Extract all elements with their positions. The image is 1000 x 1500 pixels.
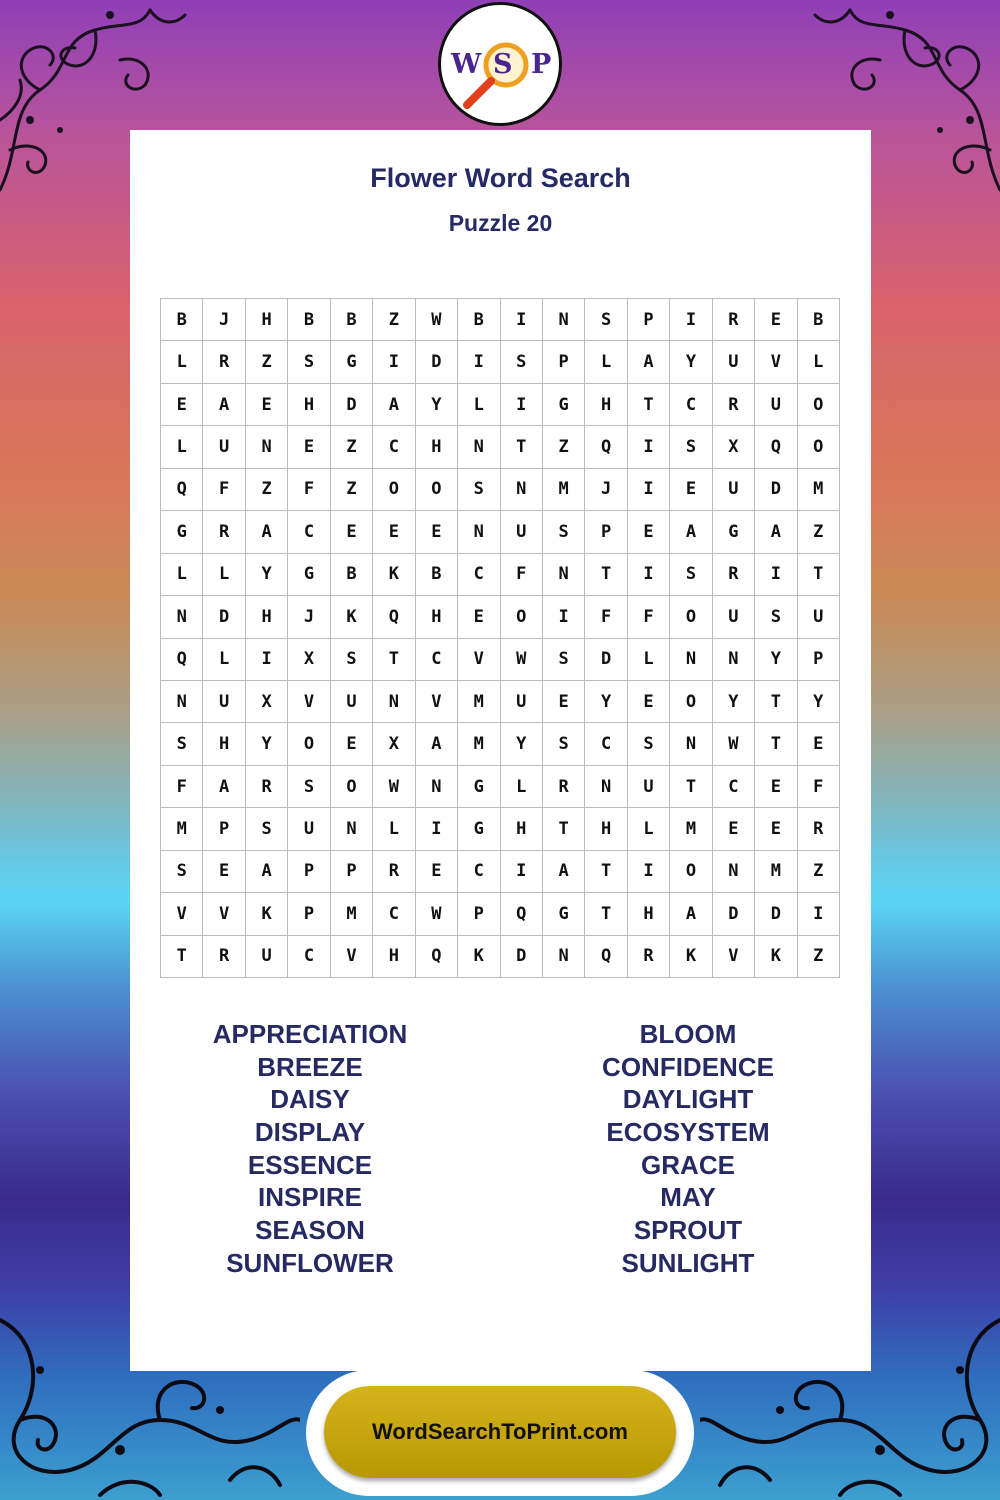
grid-cell[interactable]: K xyxy=(373,554,415,596)
grid-cell[interactable]: M xyxy=(755,851,797,893)
grid-cell[interactable]: E xyxy=(713,808,755,850)
grid-cell[interactable]: R xyxy=(713,299,755,341)
grid-cell[interactable]: S xyxy=(331,639,373,681)
grid-cell[interactable]: N xyxy=(373,681,415,723)
grid-cell[interactable]: W xyxy=(416,893,458,935)
grid-cell[interactable]: W xyxy=(416,299,458,341)
grid-cell[interactable]: A xyxy=(416,723,458,765)
grid-cell[interactable]: Y xyxy=(246,723,288,765)
grid-cell[interactable]: C xyxy=(288,511,330,553)
grid-cell[interactable]: N xyxy=(501,469,543,511)
grid-cell[interactable]: L xyxy=(161,426,203,468)
grid-cell[interactable]: A xyxy=(755,511,797,553)
grid-cell[interactable]: V xyxy=(161,893,203,935)
logo-letter-w: W xyxy=(451,49,482,80)
grid-cell[interactable]: V xyxy=(331,936,373,978)
grid-cell[interactable]: R xyxy=(798,808,840,850)
grid-cell[interactable]: D xyxy=(755,469,797,511)
word-list-left-column xyxy=(130,1018,490,1280)
word-list-item: BREEZE xyxy=(257,1051,363,1082)
grid-cell[interactable]: M xyxy=(458,723,500,765)
grid-cell[interactable]: E xyxy=(458,596,500,638)
grid-cell[interactable]: U xyxy=(203,426,245,468)
grid-cell[interactable]: M xyxy=(798,469,840,511)
grid-cell[interactable]: D xyxy=(416,341,458,383)
grid-cell[interactable]: S xyxy=(755,596,797,638)
grid-cell[interactable]: F xyxy=(203,469,245,511)
grid-cell[interactable]: D xyxy=(755,893,797,935)
grid-cell[interactable]: N xyxy=(670,723,712,765)
word-list-item: DAYLIGHT xyxy=(622,1084,754,1115)
grid-cell[interactable]: N xyxy=(161,596,203,638)
grid-cell[interactable]: E xyxy=(755,808,797,850)
grid-cell[interactable]: U xyxy=(628,766,670,808)
grid-cell[interactable]: E xyxy=(755,766,797,808)
grid-cell[interactable]: P xyxy=(798,639,840,681)
grid-cell[interactable]: D xyxy=(713,893,755,935)
grid-cell[interactable]: N xyxy=(161,681,203,723)
grid-cell[interactable]: M xyxy=(161,808,203,850)
word-list-item: INSPIRE xyxy=(257,1182,363,1213)
grid-cell[interactable]: R xyxy=(713,554,755,596)
grid-cell[interactable]: P xyxy=(585,511,627,553)
grid-cell[interactable]: O xyxy=(670,681,712,723)
grid-cell[interactable]: N xyxy=(543,554,585,596)
grid-cell[interactable]: B xyxy=(331,299,373,341)
page-title: Flower Word Search xyxy=(370,163,631,193)
footer-link-button[interactable] xyxy=(324,1386,676,1478)
grid-cell[interactable]: U xyxy=(246,936,288,978)
grid-cell[interactable]: V xyxy=(458,639,500,681)
grid-cell[interactable]: Q xyxy=(161,639,203,681)
grid-cell[interactable]: M xyxy=(331,893,373,935)
word-list-item: DAISY xyxy=(270,1084,350,1115)
grid-cell[interactable]: Z xyxy=(798,511,840,553)
grid-cell[interactable]: I xyxy=(501,384,543,426)
grid-cell[interactable]: I xyxy=(755,554,797,596)
grid-cell[interactable]: N xyxy=(416,766,458,808)
grid-cell[interactable]: Q xyxy=(161,469,203,511)
grid-cell[interactable]: G xyxy=(713,511,755,553)
grid-cell[interactable]: Q xyxy=(755,426,797,468)
grid-cell[interactable]: W xyxy=(373,766,415,808)
grid-cell[interactable]: A xyxy=(203,384,245,426)
grid-cell[interactable]: K xyxy=(755,936,797,978)
grid-cell[interactable]: H xyxy=(246,596,288,638)
grid-cell[interactable]: F xyxy=(161,766,203,808)
grid-cell[interactable]: B xyxy=(458,299,500,341)
grid-cell[interactable]: J xyxy=(288,596,330,638)
grid-cell[interactable]: P xyxy=(288,893,330,935)
grid-cell[interactable]: U xyxy=(713,341,755,383)
grid-cell[interactable]: N xyxy=(713,851,755,893)
grid-cell[interactable]: S xyxy=(628,723,670,765)
grid-cell[interactable]: C xyxy=(288,936,330,978)
grid-cell[interactable]: C xyxy=(713,766,755,808)
grid-cell[interactable]: Z xyxy=(246,469,288,511)
grid-cell[interactable]: Z xyxy=(798,851,840,893)
grid-cell[interactable]: X xyxy=(713,426,755,468)
grid-cell[interactable]: A xyxy=(543,851,585,893)
grid-cell[interactable]: Z xyxy=(246,341,288,383)
grid-cell[interactable]: A xyxy=(203,766,245,808)
grid-cell[interactable]: R xyxy=(628,936,670,978)
grid-cell[interactable]: Z xyxy=(543,426,585,468)
grid-cell[interactable]: H xyxy=(288,384,330,426)
grid-cell[interactable]: T xyxy=(501,426,543,468)
grid-cell[interactable]: W xyxy=(713,723,755,765)
grid-cell[interactable]: I xyxy=(628,554,670,596)
grid-cell[interactable]: R xyxy=(203,341,245,383)
grid-cell[interactable]: I xyxy=(798,893,840,935)
grid-cell[interactable]: F xyxy=(798,766,840,808)
grid-cell[interactable]: U xyxy=(713,469,755,511)
grid-cell[interactable]: L xyxy=(458,384,500,426)
grid-cell[interactable]: N xyxy=(458,426,500,468)
grid-cell[interactable]: S xyxy=(458,469,500,511)
grid-cell[interactable]: K xyxy=(670,936,712,978)
grid-cell[interactable]: T xyxy=(755,723,797,765)
word-list-item: ECOSYSTEM xyxy=(606,1117,770,1148)
grid-cell[interactable]: E xyxy=(246,384,288,426)
grid-cell[interactable]: G xyxy=(543,893,585,935)
grid-cell[interactable]: G xyxy=(543,384,585,426)
grid-cell[interactable]: Q xyxy=(373,596,415,638)
grid-cell[interactable]: Y xyxy=(416,384,458,426)
grid-cell[interactable]: Q xyxy=(585,426,627,468)
grid-cell[interactable]: S xyxy=(670,426,712,468)
grid-cell[interactable]: T xyxy=(628,384,670,426)
grid-cell[interactable]: P xyxy=(331,851,373,893)
grid-cell[interactable]: B xyxy=(416,554,458,596)
grid-cell[interactable]: R xyxy=(203,511,245,553)
grid-cell[interactable]: E xyxy=(798,723,840,765)
grid-cell[interactable]: C xyxy=(373,893,415,935)
grid-cell[interactable]: F xyxy=(585,596,627,638)
grid-cell[interactable]: I xyxy=(458,341,500,383)
grid-cell[interactable]: P xyxy=(628,299,670,341)
grid-cell[interactable]: Z xyxy=(798,936,840,978)
grid-cell[interactable]: V xyxy=(288,681,330,723)
grid-cell[interactable]: O xyxy=(331,766,373,808)
grid-cell[interactable]: W xyxy=(501,639,543,681)
grid-cell[interactable]: V xyxy=(755,341,797,383)
grid-cell[interactable]: O xyxy=(373,469,415,511)
grid-cell[interactable]: L xyxy=(161,554,203,596)
grid-cell[interactable]: S xyxy=(543,639,585,681)
grid-cell[interactable]: V xyxy=(416,681,458,723)
grid-cell[interactable]: R xyxy=(203,936,245,978)
grid-cell[interactable]: T xyxy=(755,681,797,723)
grid-cell[interactable]: E xyxy=(755,299,797,341)
grid-cell[interactable]: L xyxy=(161,341,203,383)
grid-cell[interactable]: F xyxy=(501,554,543,596)
grid-cell[interactable]: H xyxy=(246,299,288,341)
grid-cell[interactable]: U xyxy=(288,808,330,850)
word-list-item: MAY xyxy=(660,1182,716,1213)
grid-cell[interactable]: T xyxy=(670,766,712,808)
grid-cell[interactable]: K xyxy=(246,893,288,935)
grid-cell[interactable]: K xyxy=(331,596,373,638)
grid-cell[interactable]: E xyxy=(670,469,712,511)
grid-cell[interactable]: D xyxy=(331,384,373,426)
grid-cell[interactable]: E xyxy=(628,511,670,553)
grid-cell[interactable]: S xyxy=(585,299,627,341)
site-logo[interactable] xyxy=(438,2,562,126)
grid-cell[interactable]: O xyxy=(798,384,840,426)
grid-cell[interactable]: O xyxy=(416,469,458,511)
grid-cell[interactable]: G xyxy=(331,341,373,383)
grid-cell[interactable]: S xyxy=(501,341,543,383)
grid-cell[interactable]: B xyxy=(161,299,203,341)
word-list-item: BLOOM xyxy=(639,1019,737,1049)
grid-cell[interactable]: Y xyxy=(246,554,288,596)
word-list-item: DISPLAY xyxy=(254,1117,366,1148)
grid-cell[interactable]: O xyxy=(670,851,712,893)
grid-cell[interactable]: H xyxy=(628,893,670,935)
grid-cell[interactable]: B xyxy=(288,299,330,341)
grid-cell[interactable]: G xyxy=(161,511,203,553)
grid-cell[interactable]: Q xyxy=(416,936,458,978)
grid-cell[interactable]: E xyxy=(373,511,415,553)
grid-cell[interactable]: U xyxy=(798,596,840,638)
grid-cell[interactable]: T xyxy=(543,808,585,850)
word-list-item: SUNFLOWER xyxy=(226,1247,394,1278)
grid-cell[interactable]: P xyxy=(203,808,245,850)
grid-cell[interactable]: I xyxy=(628,426,670,468)
grid-cell[interactable]: U xyxy=(331,681,373,723)
grid-cell[interactable]: L xyxy=(373,808,415,850)
grid-cell[interactable]: Z xyxy=(331,426,373,468)
grid-cell[interactable]: X xyxy=(373,723,415,765)
grid-cell[interactable]: Z xyxy=(373,299,415,341)
word-list-item: SUNLIGHT xyxy=(621,1247,755,1278)
grid-cell[interactable]: V xyxy=(713,936,755,978)
logo-letter-s: S xyxy=(493,49,513,80)
grid-cell[interactable]: O xyxy=(501,596,543,638)
grid-cell[interactable]: A xyxy=(670,511,712,553)
grid-cell[interactable]: U xyxy=(501,681,543,723)
grid-cell[interactable]: R xyxy=(543,766,585,808)
grid-cell[interactable]: T xyxy=(161,936,203,978)
grid-cell[interactable]: S xyxy=(161,851,203,893)
grid-cell[interactable]: R xyxy=(246,766,288,808)
grid-cell[interactable]: K xyxy=(458,936,500,978)
grid-cell[interactable]: E xyxy=(628,681,670,723)
grid-cell[interactable]: P xyxy=(543,341,585,383)
grid-cell[interactable]: L xyxy=(203,554,245,596)
grid-cell[interactable]: U xyxy=(755,384,797,426)
grid-cell[interactable]: G xyxy=(458,808,500,850)
grid-cell[interactable]: F xyxy=(288,469,330,511)
grid-cell[interactable]: T xyxy=(373,639,415,681)
grid-cell[interactable]: A xyxy=(373,384,415,426)
grid-cell[interactable]: Y xyxy=(713,681,755,723)
letter-grid xyxy=(160,298,840,978)
grid-cell[interactable]: V xyxy=(203,893,245,935)
grid-cell[interactable]: S xyxy=(288,766,330,808)
word-list-item: SPROUT xyxy=(633,1215,743,1246)
grid-cell[interactable]: N xyxy=(543,936,585,978)
grid-cell[interactable]: S xyxy=(161,723,203,765)
grid-cell[interactable]: Y xyxy=(755,639,797,681)
grid-cell[interactable]: X xyxy=(246,681,288,723)
grid-cell[interactable]: S xyxy=(670,554,712,596)
grid-cell[interactable]: U xyxy=(713,596,755,638)
grid-cell[interactable]: N xyxy=(543,299,585,341)
grid-cell[interactable]: T xyxy=(798,554,840,596)
grid-cell[interactable]: J xyxy=(585,469,627,511)
grid-cell[interactable]: E xyxy=(331,723,373,765)
grid-cell[interactable]: I xyxy=(670,299,712,341)
grid-cell[interactable]: Y xyxy=(798,681,840,723)
word-list-item: ESSENCE xyxy=(247,1149,373,1180)
grid-cell[interactable]: O xyxy=(288,723,330,765)
grid-cell[interactable]: M xyxy=(458,681,500,723)
grid-cell[interactable]: L xyxy=(585,341,627,383)
grid-cell[interactable]: L xyxy=(628,639,670,681)
grid-cell[interactable]: I xyxy=(501,851,543,893)
grid-cell[interactable]: E xyxy=(416,511,458,553)
grid-cell[interactable]: Y xyxy=(585,681,627,723)
grid-cell[interactable]: D xyxy=(501,936,543,978)
grid-cell[interactable]: D xyxy=(585,639,627,681)
grid-cell[interactable]: I xyxy=(246,639,288,681)
word-list-item: CONFIDENCE xyxy=(602,1051,774,1082)
grid-cell[interactable]: E xyxy=(331,511,373,553)
grid-cell[interactable]: Q xyxy=(585,936,627,978)
grid-cell[interactable]: Y xyxy=(501,723,543,765)
grid-cell[interactable]: I xyxy=(628,469,670,511)
grid-cell[interactable]: I xyxy=(628,851,670,893)
grid-cell[interactable]: N xyxy=(713,639,755,681)
grid-cell[interactable]: P xyxy=(458,893,500,935)
grid-cell[interactable]: P xyxy=(288,851,330,893)
grid-cell[interactable]: N xyxy=(585,766,627,808)
grid-cell[interactable]: I xyxy=(416,808,458,850)
grid-cell[interactable]: F xyxy=(628,596,670,638)
grid-cell[interactable]: S xyxy=(288,341,330,383)
grid-cell[interactable]: U xyxy=(203,681,245,723)
word-list-right-column xyxy=(508,1018,868,1280)
word-list-item: SEASON xyxy=(255,1215,365,1246)
grid-cell[interactable]: M xyxy=(543,469,585,511)
grid-cell[interactable]: A xyxy=(246,851,288,893)
grid-cell[interactable]: C xyxy=(458,851,500,893)
grid-cell[interactable]: E xyxy=(203,851,245,893)
grid-cell[interactable]: N xyxy=(458,511,500,553)
grid-cell[interactable]: L xyxy=(501,766,543,808)
word-list-item: APPRECIATION xyxy=(212,1019,408,1049)
grid-cell[interactable]: I xyxy=(501,299,543,341)
grid-cell[interactable]: H xyxy=(416,426,458,468)
grid-cell[interactable]: D xyxy=(203,596,245,638)
grid-cell[interactable]: I xyxy=(373,341,415,383)
grid-cell[interactable]: E xyxy=(543,681,585,723)
grid-cell[interactable]: C xyxy=(458,554,500,596)
grid-cell[interactable]: O xyxy=(798,426,840,468)
grid-cell[interactable]: S xyxy=(246,808,288,850)
grid-cell[interactable]: L xyxy=(628,808,670,850)
grid-cell[interactable]: E xyxy=(161,384,203,426)
grid-cell[interactable]: H xyxy=(203,723,245,765)
grid-cell[interactable]: M xyxy=(670,808,712,850)
grid-cell[interactable]: I xyxy=(543,596,585,638)
grid-cell[interactable]: T xyxy=(585,554,627,596)
grid-cell[interactable]: O xyxy=(670,596,712,638)
grid-cell[interactable]: C xyxy=(670,384,712,426)
grid-cell[interactable]: B xyxy=(331,554,373,596)
grid-cell[interactable]: N xyxy=(246,426,288,468)
grid-cell[interactable]: A xyxy=(670,893,712,935)
grid-cell[interactable]: S xyxy=(543,723,585,765)
grid-cell[interactable]: N xyxy=(670,639,712,681)
grid-cell[interactable]: B xyxy=(798,299,840,341)
grid-cell[interactable]: R xyxy=(373,851,415,893)
grid-cell[interactable]: H xyxy=(373,936,415,978)
grid-cell[interactable]: G xyxy=(458,766,500,808)
word-list-item: GRACE xyxy=(641,1149,735,1180)
grid-cell[interactable]: R xyxy=(713,384,755,426)
puzzle-number: Puzzle 20 xyxy=(448,210,553,236)
grid-cell[interactable]: U xyxy=(501,511,543,553)
grid-cell[interactable]: Z xyxy=(331,469,373,511)
grid-cell[interactable]: A xyxy=(628,341,670,383)
grid-cell[interactable]: H xyxy=(501,808,543,850)
grid-cell[interactable]: C xyxy=(585,723,627,765)
grid-cell[interactable]: Q xyxy=(501,893,543,935)
grid-cell[interactable]: A xyxy=(246,511,288,553)
grid-cell[interactable]: N xyxy=(331,808,373,850)
grid-cell[interactable]: T xyxy=(585,893,627,935)
grid-cell[interactable]: J xyxy=(203,299,245,341)
grid-cell[interactable]: L xyxy=(203,639,245,681)
grid-cell[interactable]: G xyxy=(288,554,330,596)
grid-cell[interactable]: H xyxy=(416,596,458,638)
grid-cell[interactable]: H xyxy=(585,808,627,850)
grid-cell[interactable]: E xyxy=(288,426,330,468)
grid-cell[interactable]: T xyxy=(585,851,627,893)
grid-cell[interactable]: E xyxy=(416,851,458,893)
grid-cell[interactable]: L xyxy=(798,341,840,383)
grid-cell[interactable]: H xyxy=(585,384,627,426)
logo-letter-p: P xyxy=(531,49,552,80)
footer-site-name: WordSearchToPrint.com xyxy=(372,1419,628,1444)
grid-cell[interactable]: X xyxy=(288,639,330,681)
grid-cell[interactable]: C xyxy=(373,426,415,468)
grid-cell[interactable]: S xyxy=(543,511,585,553)
grid-cell[interactable]: C xyxy=(416,639,458,681)
grid-cell[interactable]: Y xyxy=(670,341,712,383)
